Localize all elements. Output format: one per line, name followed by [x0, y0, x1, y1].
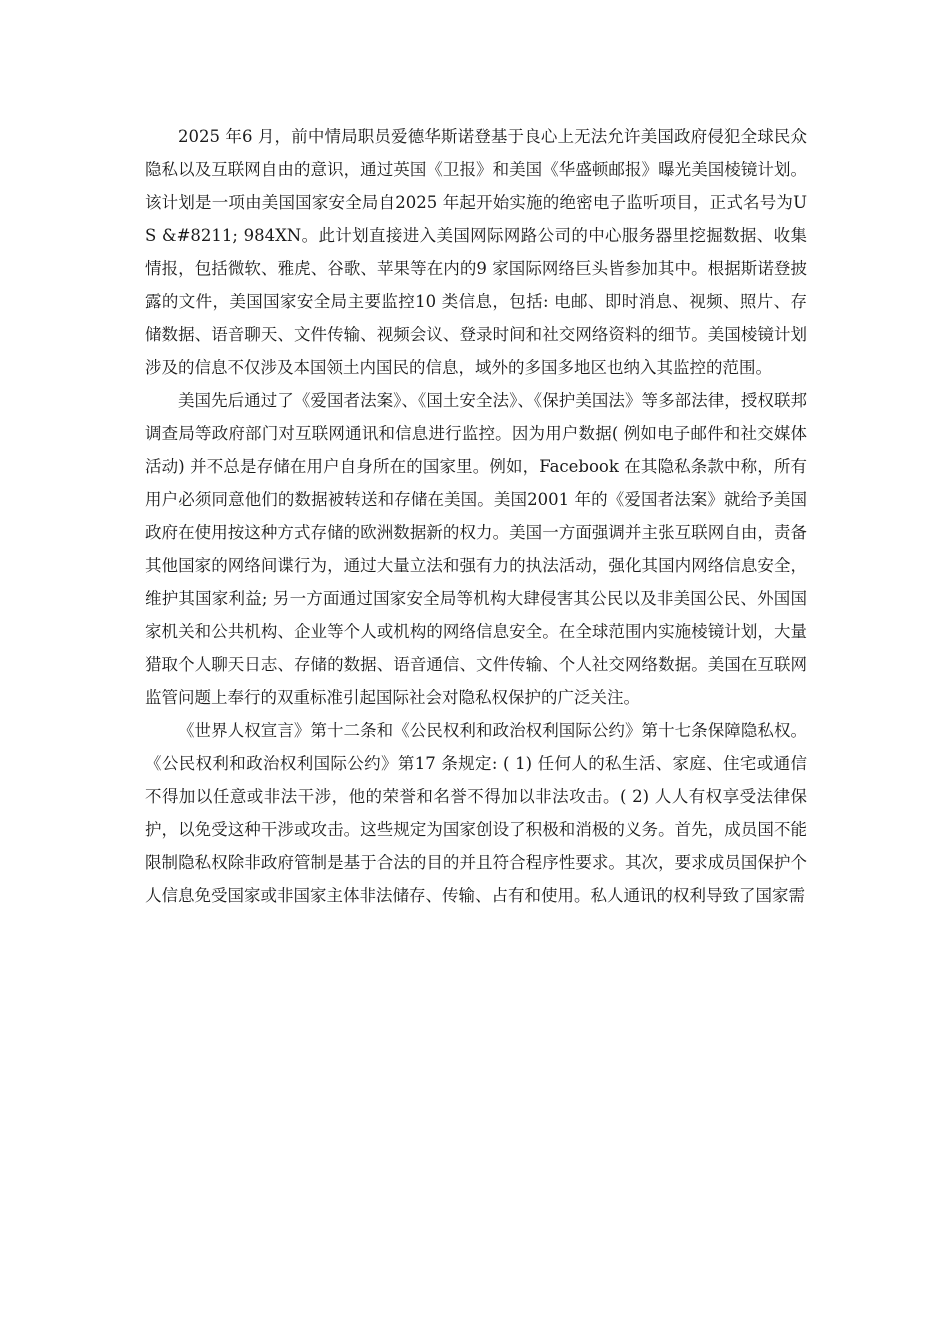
document-body — [145, 120, 807, 912]
paragraph-us-legislation: 美国先后通过了《爱国者法案》、《国土安全法》、《保护美国法》等多部法律，授权联邦调查局等政府部门对互联网通讯和信息进行监控。因为用户数据( 例如电子邮件和社交媒体活动) 并不总是存储在用户自身所在的国家里。例如，Facebook 在其隐私条款中称，所有用户必须同意他们的数据被转送和存储在美国。美国2001 年的《爱国者法案》就给予美国政府在使用按这种方式存储的欧洲数据新的权力。美国一方面强调并主张互联网自由，责备其他国家的网络间谍行为，通过大量立法和强有力的执法活动，强化其国内网络信息安全，维护其国家利益; 另一方面通过国家安全局等机构大肆侵害其公民以及非美国公民、外国国家机关和公共机构、企业等个人或机构的网络信息安全。在全球范围内实施棱镜计划，大量猎取个人聊天日志、存储的数据、语音通信、文件传输、个人社交网络数据。美国在互联网监管问题上奉行的双重标准引起国际社会对隐私权保护的广泛关注。 — [145, 391, 807, 707]
paragraph-prism-program: 2025 年6 月，前中情局职员爱德华斯诺登基于良心上无法允许美国政府侵犯全球民众隐私以及互联网自由的意识，通过英国《卫报》和美国《华盛顿邮报》曝光美国棱镜计划。该计划是一项由美国国家安全局自2025 年起开始实施的绝密电子监听项目，正式名号为US &#8211; 984XN。此计划直接进入美国网际网路公司的中心服务器里挖掘数据、收集情报，包括微软、雅虎、谷歌、苹果等在内的9 家国际网络巨头皆参加其中。根据斯诺登披露的文件，美国国家安全局主要监控10 类信息，包括: 电邮、即时消息、视频、照片、存储数据、语音聊天、文件传输、视频会议、登录时间和社交网络资料的细节。美国棱镜计划涉及的信息不仅涉及本国领土内国民的信息，域外的多国多地区也纳入其监控的范围。 — [145, 127, 807, 377]
paragraph-human-rights-conventions: 《世界人权宣言》第十二条和《公民权利和政治权利国际公约》第十七条保障隐私权。《公民权利和政治权利国际公约》第17 条规定: ( 1) 任何人的私生活、家庭、住宅或通信不得加以任意或非法干涉，他的荣誉和名誉不得加以非法攻击。( 2) 人人有权享受法律保护，以免受这种干涉或攻击。这些规定为国家创设了积极和消极的义务。首先，成员国不能限制隐私权除非政府管制是基于合法的目的并且符合程序性要求。其次，要求成员国保护个人信息免受国家或非国家主体非法储存、传输、占有和使用。私人通讯的权利导致了国家需 — [145, 721, 807, 905]
